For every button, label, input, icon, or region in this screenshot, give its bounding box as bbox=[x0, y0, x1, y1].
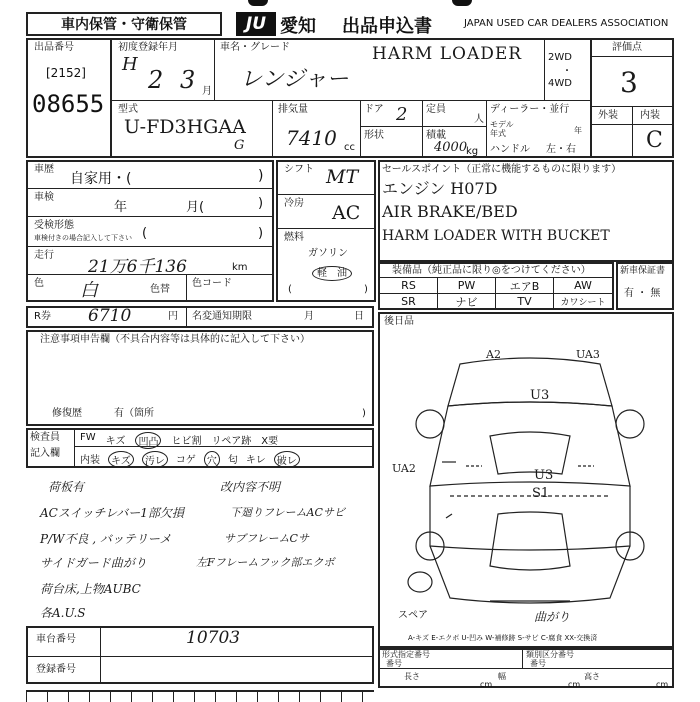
fuel-diesel: 軽 油 bbox=[312, 266, 352, 281]
name-change-day: 日 bbox=[354, 311, 364, 322]
diagram-label: U3 bbox=[534, 468, 554, 483]
name-change-label: 名変通知期限 bbox=[192, 311, 252, 322]
rating-label: 評価点 bbox=[612, 42, 642, 53]
fuel-close: ) bbox=[364, 284, 368, 295]
repair-close: ) bbox=[362, 408, 366, 419]
equipment-item: ナビ bbox=[437, 293, 496, 310]
remark-line: 改内容不明 bbox=[220, 480, 281, 494]
remark-line: 各A.U.S bbox=[40, 606, 86, 620]
chassis-value: 10703 bbox=[186, 628, 241, 648]
color-replace-label: 色替 bbox=[150, 284, 170, 295]
inspection-sub: 車検付きの場合記入して下さい bbox=[34, 234, 132, 242]
rating-ext-label: 外装 bbox=[598, 110, 618, 121]
dealer-handle-label: ハンドル bbox=[490, 144, 530, 155]
fuel-open: ( bbox=[288, 284, 292, 295]
registration-month-unit: 月 bbox=[202, 86, 212, 97]
carname-grade: HARM LOADER bbox=[372, 44, 523, 64]
diagram-label: A2 bbox=[486, 348, 501, 361]
equipment-grid bbox=[380, 278, 613, 309]
registration-month: 3 bbox=[180, 66, 196, 94]
inspector-item: ヒビ割 bbox=[171, 436, 202, 447]
lot-number: 08655 bbox=[32, 90, 105, 118]
sales-point-line: AIR BRAKE/BED bbox=[382, 202, 518, 221]
color-label: 色 bbox=[34, 278, 44, 289]
fuel-label: 燃料 bbox=[284, 232, 304, 243]
shaken-year: 年 bbox=[114, 200, 128, 215]
drive-2wd: 2WD bbox=[548, 52, 572, 63]
rating-ext-value: C bbox=[646, 128, 663, 153]
inspector-label-2: 記入欄 bbox=[30, 448, 60, 459]
form-spec-num-2: 番号 bbox=[530, 659, 546, 668]
remark-line: 荷板有 bbox=[48, 480, 85, 494]
dim-height-label: 高さ bbox=[584, 672, 600, 681]
dim-width-label: 幅 bbox=[498, 672, 506, 681]
inspector-item: キズ bbox=[108, 451, 134, 468]
equipment-item: エアB bbox=[495, 277, 554, 294]
repair-label: 修復歴 bbox=[52, 408, 82, 419]
diagram-label: UA2 bbox=[392, 462, 416, 475]
inspector-item: FW bbox=[80, 432, 96, 443]
form-spec-label-2: 類別区分番号 bbox=[526, 650, 574, 659]
model-mark: G bbox=[234, 138, 245, 153]
remark-line: P/W不良 , バッテリーメ bbox=[40, 532, 172, 546]
carname-value: レンジャー bbox=[240, 67, 349, 92]
bottom-grid bbox=[26, 690, 374, 702]
sales-point-line: エンジン H07D bbox=[382, 179, 498, 198]
equipment-item: RS bbox=[379, 277, 438, 294]
remark-line: サイドガード曲がり bbox=[40, 556, 147, 570]
displacement-value: 7410 bbox=[286, 126, 337, 150]
recycle-unit: 円 bbox=[168, 311, 178, 322]
color-value: 白 bbox=[80, 280, 98, 301]
rating-int-label: 内装 bbox=[640, 110, 660, 121]
ac-value: AC bbox=[332, 202, 361, 224]
dealer-year-unit: 年 bbox=[574, 126, 582, 135]
dealer-label: ディーラー・並行 bbox=[490, 104, 570, 115]
form-spec-num-1: 番号 bbox=[386, 659, 402, 668]
equipment-item: SR bbox=[379, 293, 438, 310]
sales-points-label: セールスポイント（正常に機能するものに限ります） bbox=[382, 164, 622, 175]
equipment-item: TV bbox=[495, 293, 554, 310]
model-value: U-FD3HGAA bbox=[124, 116, 246, 138]
displacement-label: 排気量 bbox=[278, 104, 308, 115]
inspector-item: リペア跡 bbox=[211, 436, 252, 447]
shaken-month: 月( bbox=[186, 200, 205, 215]
capacity-label: 定員 bbox=[426, 104, 446, 115]
payload-label: 積載 bbox=[426, 130, 446, 141]
form-title: 出品申込書 bbox=[342, 16, 432, 37]
equipment-item: PW bbox=[437, 277, 496, 294]
registration-year: 2 bbox=[148, 66, 164, 94]
lot-label: 出品番号 bbox=[34, 42, 74, 53]
inspector-item: X要 bbox=[261, 436, 279, 447]
dim-height-unit: cm bbox=[656, 680, 669, 689]
carname-label: 車名・グレード bbox=[220, 42, 290, 53]
reg-no-label: 登録番号 bbox=[36, 664, 76, 675]
notes-label: 注意事項申告欄（不具合内容等は具体的に記入して下さい） bbox=[40, 334, 310, 345]
remark-line: サブフレームCサ bbox=[224, 532, 309, 545]
dim-length-unit: cm bbox=[480, 680, 493, 689]
shift-label: シフト bbox=[284, 164, 314, 175]
shift-value: MT bbox=[326, 166, 359, 188]
dealer-handle-opts: 左・右 bbox=[546, 144, 576, 155]
dim-width-unit: cm bbox=[568, 680, 581, 689]
ju-logo: JU bbox=[236, 12, 276, 36]
doors-value: 2 bbox=[396, 104, 408, 125]
history-value: 自家用・( bbox=[70, 171, 132, 187]
punch-hole bbox=[452, 0, 472, 6]
capacity-unit: 人 bbox=[474, 114, 484, 125]
sales-point-line: HARM LOADER WITH BUCKET bbox=[382, 228, 610, 244]
inspector-item: 破レ bbox=[274, 451, 300, 468]
registration-era: H bbox=[122, 54, 138, 75]
mileage-value: 21万6千136 bbox=[88, 257, 187, 277]
shaken-close: ) bbox=[258, 196, 264, 211]
ac-label: 冷房 bbox=[284, 198, 304, 209]
equipment-label: 装備品（純正品に限り◎をつけてください） bbox=[392, 265, 591, 276]
mileage-unit: km bbox=[232, 262, 248, 273]
payload-value: 4000 bbox=[434, 140, 468, 155]
storage-badge bbox=[26, 12, 222, 36]
inspector-item: キズ bbox=[105, 436, 126, 447]
remark-line: 下廻りフレームACサビ bbox=[230, 506, 345, 519]
inspector-label-1: 検査員 bbox=[30, 432, 60, 443]
inspector-item: コゲ bbox=[175, 455, 196, 466]
repair-value: 有（箇所 bbox=[114, 408, 154, 419]
dim-length-label: 長さ bbox=[404, 672, 420, 681]
displacement-unit: cc bbox=[344, 142, 355, 153]
remark-line: ACスイッチレバー1部欠損 bbox=[40, 506, 184, 520]
warranty-opts: 有 ・ 無 bbox=[624, 288, 661, 299]
name-change-month: 月 bbox=[304, 311, 314, 322]
remark-line: 荷台床,上物AUBC bbox=[40, 582, 141, 596]
inspector-item: 凹凸 bbox=[135, 432, 161, 449]
drive-dot: ・ bbox=[562, 66, 572, 77]
inspector-item: 汚レ bbox=[142, 451, 168, 468]
registration-label: 初度登録年月 bbox=[118, 42, 178, 53]
diagram-legend: A-キズ E-エクボ U-凹み W-補修跡 S-サビ C-腐食 XX-交換済 bbox=[408, 634, 598, 642]
fuel-gas: ガソリン bbox=[308, 248, 348, 259]
punch-hole bbox=[248, 0, 268, 6]
mileage-label: 走行 bbox=[34, 250, 54, 261]
diagram-label: 曲がり bbox=[534, 610, 571, 624]
inspector-row-2 bbox=[80, 451, 300, 468]
payload-unit: kg bbox=[466, 146, 479, 157]
history-close: ) bbox=[258, 168, 264, 184]
diagram-label: UA3 bbox=[576, 348, 600, 361]
inspection-close: ) bbox=[258, 226, 264, 241]
warranty-label: 新車保証書 bbox=[620, 266, 666, 276]
diagram-label: S1 bbox=[532, 486, 550, 501]
equipment-item: AW bbox=[553, 277, 613, 294]
equipment-item: カワシート bbox=[553, 293, 613, 310]
diagram-label: U3 bbox=[530, 388, 550, 403]
vehicle-info bbox=[26, 160, 274, 302]
rear-label: 後日品 bbox=[384, 316, 414, 327]
recycle-value: 6710 bbox=[88, 306, 132, 326]
chassis-label: 車台番号 bbox=[36, 634, 76, 645]
org-name: 愛知 bbox=[280, 16, 316, 37]
remark-line: 左Fフレームフック部エクボ bbox=[196, 556, 335, 569]
diagram-spare-label: スペア bbox=[398, 610, 428, 621]
inspection-open: ( bbox=[142, 226, 148, 241]
lot-bracket: [2152] bbox=[46, 66, 86, 80]
dealer-year-label: 年式 bbox=[490, 129, 506, 138]
inspector-item: キレ bbox=[245, 455, 266, 466]
doors-label: ドア bbox=[364, 104, 384, 115]
shape-label: 形状 bbox=[364, 130, 384, 141]
inspector-row-1 bbox=[80, 432, 278, 449]
inspector-item: 穴 bbox=[204, 451, 220, 468]
inspection-label: 受検形態 bbox=[34, 220, 74, 231]
recycle-label: R券 bbox=[34, 311, 51, 322]
form-spec-label-1: 形式指定番号 bbox=[382, 650, 430, 659]
drive-4wd: 4WD bbox=[548, 78, 572, 89]
shaken-label: 車検 bbox=[34, 192, 54, 203]
storage-badge-text: 車内保管・守衛保管 bbox=[61, 17, 187, 33]
rating-value: 3 bbox=[620, 66, 638, 99]
color-code-label: 色コード bbox=[192, 278, 232, 289]
model-label: 型式 bbox=[118, 104, 138, 115]
form-subtitle: JAPAN USED CAR DEALERS ASSOCIATION bbox=[464, 18, 669, 29]
inspector-item: 内装 bbox=[80, 455, 100, 466]
dealer-model-label: モデル bbox=[490, 120, 514, 129]
history-label: 車歴 bbox=[34, 164, 54, 175]
inspector-item: 匂 bbox=[227, 455, 238, 466]
